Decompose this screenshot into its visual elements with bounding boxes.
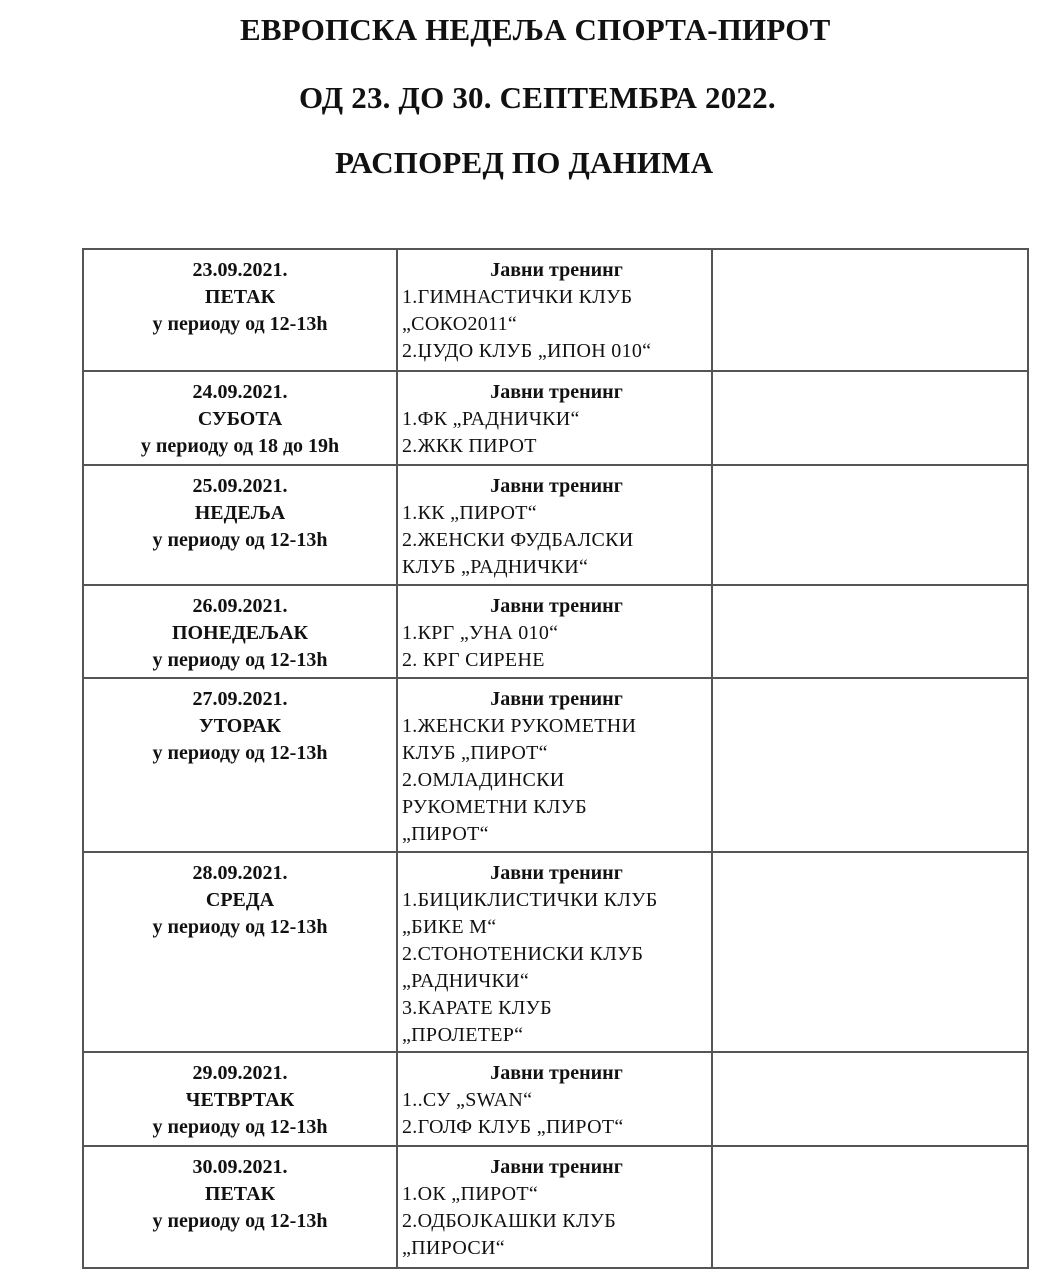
event-cell: [397, 852, 712, 1052]
event-line: 2.ОДБОЈКАШКИ КЛУБ: [402, 1210, 617, 1232]
event-cell: [397, 1146, 712, 1268]
event-line: 1.ФК „РАДНИЧКИ“: [402, 408, 580, 430]
date-cell: [83, 852, 397, 1052]
date-cell: [83, 371, 397, 465]
event-line: 3.КАРАТЕ КЛУБ: [402, 997, 552, 1019]
event-line: 1.ОК „ПИРОТ“: [402, 1183, 539, 1205]
notes-cell: [712, 852, 1028, 1052]
event-heading: Јавни тренинг: [490, 1156, 623, 1178]
event-line: 1..СУ „SWAN“: [402, 1089, 533, 1111]
event-cell: [397, 371, 712, 465]
day-day: ПОНЕДЕЉАК: [171, 622, 309, 644]
table-row: [83, 585, 1028, 678]
day-period: у периоду од 12-13h: [152, 916, 328, 938]
event-line: „ПИРОСИ“: [402, 1237, 505, 1259]
event-heading: Јавни тренинг: [490, 595, 623, 617]
event-line: 1.ГИМНАСТИЧКИ КЛУБ: [402, 286, 633, 308]
event-line: „ПРОЛЕТЕР“: [402, 1024, 524, 1046]
event-cell: [397, 465, 712, 585]
event-cell: [397, 585, 712, 678]
event-line: „СОКО2011“: [402, 313, 518, 335]
schedule-table-body: [83, 249, 1028, 1268]
schedule-table: [82, 248, 1029, 1269]
date-cell: [83, 585, 397, 678]
day-date: 26.09.2021.: [192, 595, 288, 617]
event-line: „РАДНИЧКИ“: [402, 970, 530, 992]
event-line: 2.СТОНОТЕНИСКИ КЛУБ: [402, 943, 644, 965]
day-day: ЧЕТВРТАК: [185, 1089, 295, 1111]
day-date: 28.09.2021.: [192, 862, 288, 884]
event-line: „ПИРОТ“: [402, 823, 489, 845]
notes-cell: [712, 249, 1028, 371]
table-row: [83, 1052, 1028, 1146]
day-date: 24.09.2021.: [192, 381, 288, 403]
day-day: СУБОТА: [197, 408, 283, 430]
event-line: 2. КРГ СИРЕНЕ: [402, 649, 545, 671]
table-row: [83, 852, 1028, 1052]
notes-cell: [712, 465, 1028, 585]
table-row: [83, 371, 1028, 465]
date-cell: [83, 465, 397, 585]
day-period: у периоду од 12-13h: [152, 1116, 328, 1138]
event-heading: Јавни тренинг: [490, 862, 623, 884]
notes-cell: [712, 371, 1028, 465]
table-row: [83, 249, 1028, 371]
day-date: 25.09.2021.: [192, 475, 288, 497]
event-cell: [397, 678, 712, 852]
day-period: у периоду од 12-13h: [152, 1210, 328, 1232]
day-period: у периоду од 12-13h: [152, 529, 328, 551]
notes-cell: [712, 585, 1028, 678]
event-line: КЛУБ „ПИРОТ“: [402, 742, 548, 764]
event-heading: Јавни тренинг: [490, 259, 623, 281]
event-line: РУКОМЕТНИ КЛУБ: [402, 796, 587, 818]
document-subtitle: РАСПОРЕД ПО ДАНИМА: [335, 145, 714, 180]
event-line: 2.ЖЕНСКИ ФУДБАЛСКИ: [402, 529, 634, 551]
day-date: 30.09.2021.: [192, 1156, 288, 1178]
day-day: ПЕТАК: [204, 286, 276, 308]
event-heading: Јавни тренинг: [490, 475, 623, 497]
document-title: ЕВРОПСКА НЕДЕЉА СПОРТА-ПИРОТ: [240, 12, 831, 47]
event-line: 1.КК „ПИРОТ“: [402, 502, 537, 524]
day-day: УТОРАК: [199, 715, 281, 737]
notes-cell: [712, 678, 1028, 852]
day-period: у периоду од 12-13h: [152, 313, 328, 335]
event-line: 1.ЖЕНСКИ РУКОМЕТНИ: [402, 715, 637, 737]
date-cell: [83, 1052, 397, 1146]
event-line: 2.ОМЛАДИНСКИ: [402, 769, 565, 791]
table-row: [83, 465, 1028, 585]
date-cell: [83, 678, 397, 852]
date-cell: [83, 249, 397, 371]
day-date: 27.09.2021.: [192, 688, 288, 710]
event-line: 2.ГОЛФ КЛУБ „ПИРОТ“: [402, 1116, 624, 1138]
table-row: [83, 1146, 1028, 1268]
event-line: 1.КРГ „УНА 010“: [402, 622, 559, 644]
event-line: 2.ЖКК ПИРОТ: [402, 435, 537, 457]
day-date: 29.09.2021.: [192, 1062, 288, 1084]
day-period: у периоду од 12-13h: [152, 649, 328, 671]
event-heading: Јавни тренинг: [490, 1062, 623, 1084]
event-line: 2.ЏУДО КЛУБ „ИПОН 010“: [402, 340, 652, 362]
event-heading: Јавни тренинг: [490, 381, 623, 403]
event-cell: [397, 249, 712, 371]
table-row: [83, 678, 1028, 852]
day-period: у периоду од 12-13h: [152, 742, 328, 764]
event-line: 1.БИЦИКЛИСТИЧКИ КЛУБ: [402, 889, 658, 911]
date-cell: [83, 1146, 397, 1268]
day-date: 23.09.2021.: [192, 259, 288, 281]
document-date-range: ОД 23. ДО 30. СЕПТЕМБРА 2022.: [299, 80, 776, 115]
event-heading: Јавни тренинг: [490, 688, 623, 710]
day-day: НЕДЕЉА: [194, 502, 286, 524]
day-day: ПЕТАК: [204, 1183, 276, 1205]
event-line: КЛУБ „РАДНИЧКИ“: [402, 556, 589, 578]
day-period: у периоду од 18 до 19h: [140, 435, 340, 457]
event-cell: [397, 1052, 712, 1146]
day-day: СРЕДА: [205, 889, 275, 911]
notes-cell: [712, 1146, 1028, 1268]
event-line: „БИКЕ М“: [402, 916, 497, 938]
notes-cell: [712, 1052, 1028, 1146]
